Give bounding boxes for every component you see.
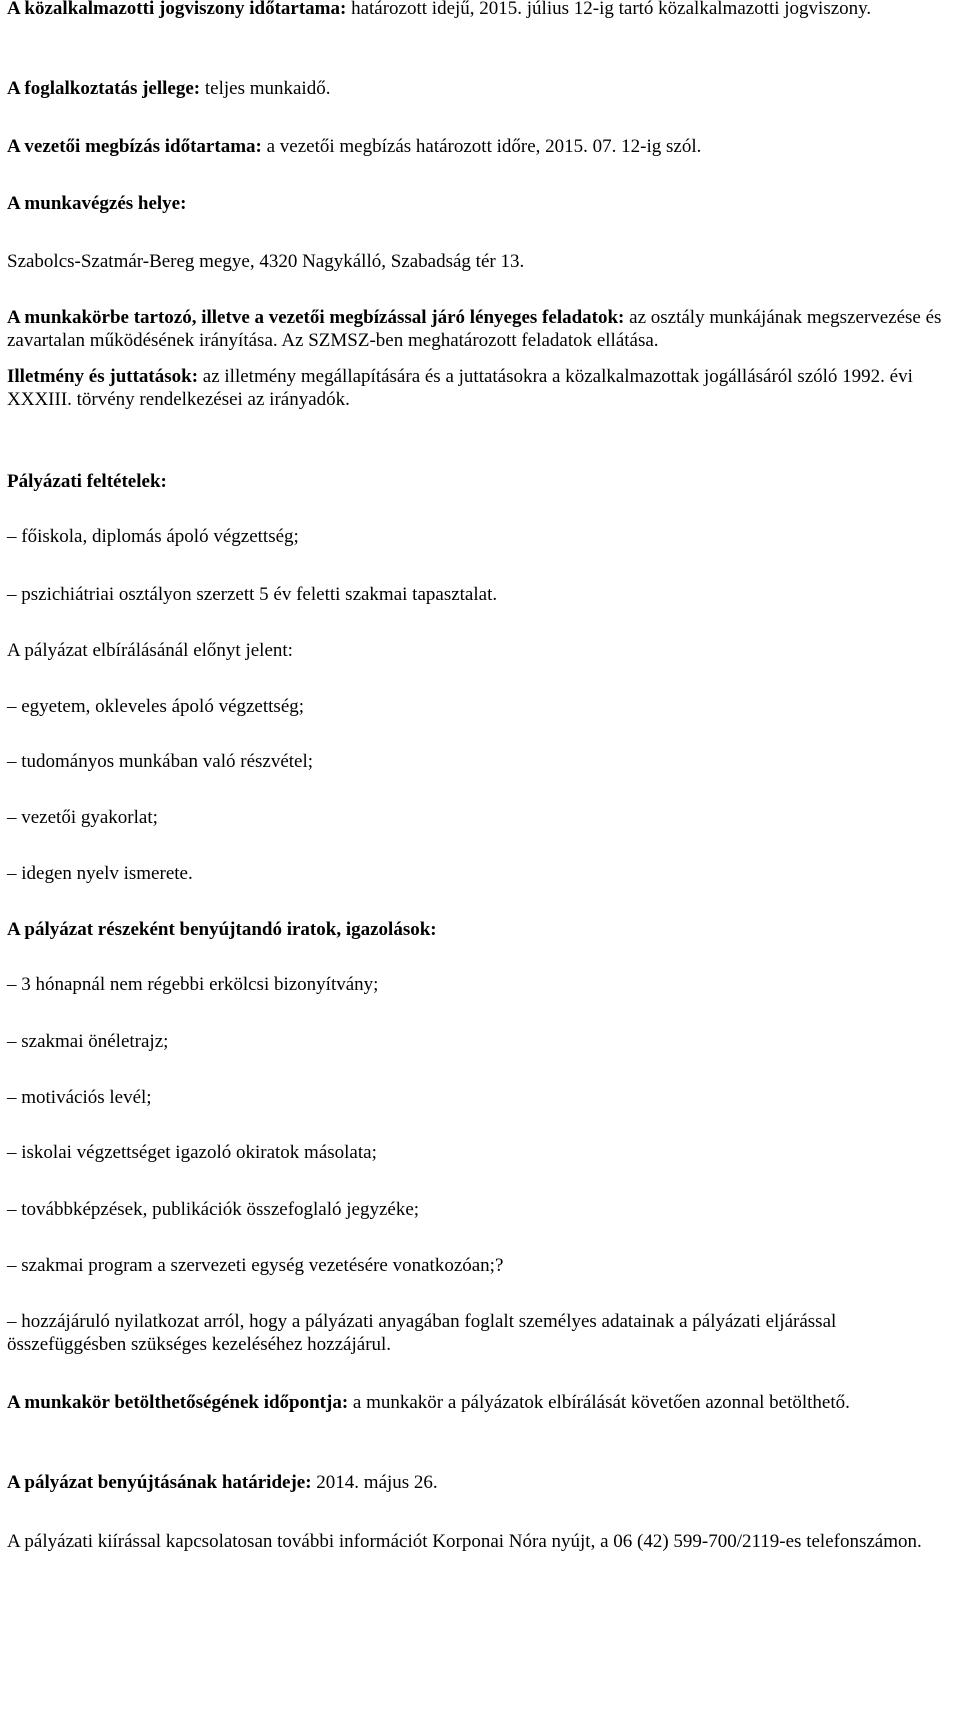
- workplace-address: Szabolcs-Szatmár-Bereg megye, 4320 Nagykálló, Szabadság tér 13.: [7, 251, 525, 272]
- start-date-text: a munkakör a pályázatok elbírálását követően azonnal betölthető.: [348, 1392, 850, 1413]
- salary-text: az illetmény megállapítására és a juttatásokra a közalkalmazottak jogállásáról szóló 1992. évi XXXIII. törvény rendelkezései az irányadók.: [7, 366, 913, 410]
- documents-heading: A pályázat részeként benyújtandó iratok, igazolások:: [7, 919, 437, 940]
- document-item: – továbbképzések, publikációk összefoglaló jegyzéke;: [7, 1198, 419, 1221]
- condition-item: – pszichiátriai osztályon szerzett 5 év feletti szakmai tapasztalat.: [7, 583, 497, 606]
- advantage-item: – egyetem, okleveles ápoló végzettség;: [7, 695, 304, 718]
- document-item: – iskolai végzettséget igazoló okiratok másolata;: [7, 1141, 377, 1164]
- advantages-heading: A pályázat elbírálásánál előnyt jelent:: [7, 640, 293, 661]
- employment-type-paragraph: [7, 77, 330, 100]
- document-item: – 3 hónapnál nem régebbi erkölcsi bizonyítvány;: [7, 973, 378, 996]
- employment-type-text: teljes munkaidő.: [200, 78, 331, 99]
- start-date-paragraph: [7, 1391, 953, 1414]
- workplace-heading: A munkavégzés helye:: [7, 193, 187, 214]
- document-item: – szakmai program a szervezeti egység vezetésére vonatkozóan;?: [7, 1254, 503, 1277]
- document-item: – szakmai önéletrajz;: [7, 1030, 168, 1053]
- employment-type-label: A foglalkoztatás jellege:: [7, 78, 201, 99]
- mandate-duration-text: a vezetői megbízás határozott időre, 2015. 07. 12-ig szól.: [261, 136, 702, 157]
- mandate-duration-paragraph: [7, 135, 701, 158]
- duties-label: A munkakörbe tartozó, illetve a vezetői megbízással járó lényeges feladatok:: [7, 307, 625, 328]
- advantage-item: – tudományos munkában való részvétel;: [7, 750, 313, 773]
- conditions-heading: Pályázati feltételek:: [7, 471, 167, 492]
- condition-item: – főiskola, diplomás ápoló végzettség;: [7, 525, 299, 548]
- employment-duration-label: A közalkalmazotti jogviszony időtartama:: [7, 0, 347, 19]
- duties-paragraph: [7, 306, 953, 352]
- duties-text: az osztály munkájának megszervezése és zavartalan működésének irányítása. Az SZMSZ-ben meghatározott feladatok ellátása.: [7, 307, 942, 351]
- advantage-item: – idegen nyelv ismerete.: [7, 862, 193, 885]
- mandate-duration-label: A vezetői megbízás időtartama:: [7, 136, 262, 157]
- salary-label: Illetmény és juttatások:: [7, 366, 199, 387]
- deadline-text: 2014. május 26.: [311, 1472, 438, 1493]
- contact-paragraph: A pályázati kiírással kapcsolatosan további információt Korponai Nóra nyújt, a 06 (42) 599-700/2119-es telefonszámon.: [7, 1531, 922, 1552]
- document-item: – motivációs levél;: [7, 1086, 152, 1109]
- deadline-paragraph: [7, 1471, 438, 1494]
- document-item: – hozzájáruló nyilatkozat arról, hogy a pályázati anyagában foglalt személyes adatainak a pályázati eljárással összefüggésben szükséges kezeléséhez hozzájárul.: [7, 1310, 937, 1356]
- start-date-label: A munkakör betölthetőségének időpontja:: [7, 1392, 349, 1413]
- deadline-label: A pályázat benyújtásának határideje:: [7, 1472, 312, 1493]
- advantage-item: – vezetői gyakorlat;: [7, 806, 158, 829]
- salary-paragraph: [7, 365, 953, 411]
- employment-duration-paragraph: [7, 0, 887, 20]
- employment-duration-text: határozott idejű, 2015. július 12-ig tartó közalkalmazotti jogviszony.: [346, 0, 872, 19]
